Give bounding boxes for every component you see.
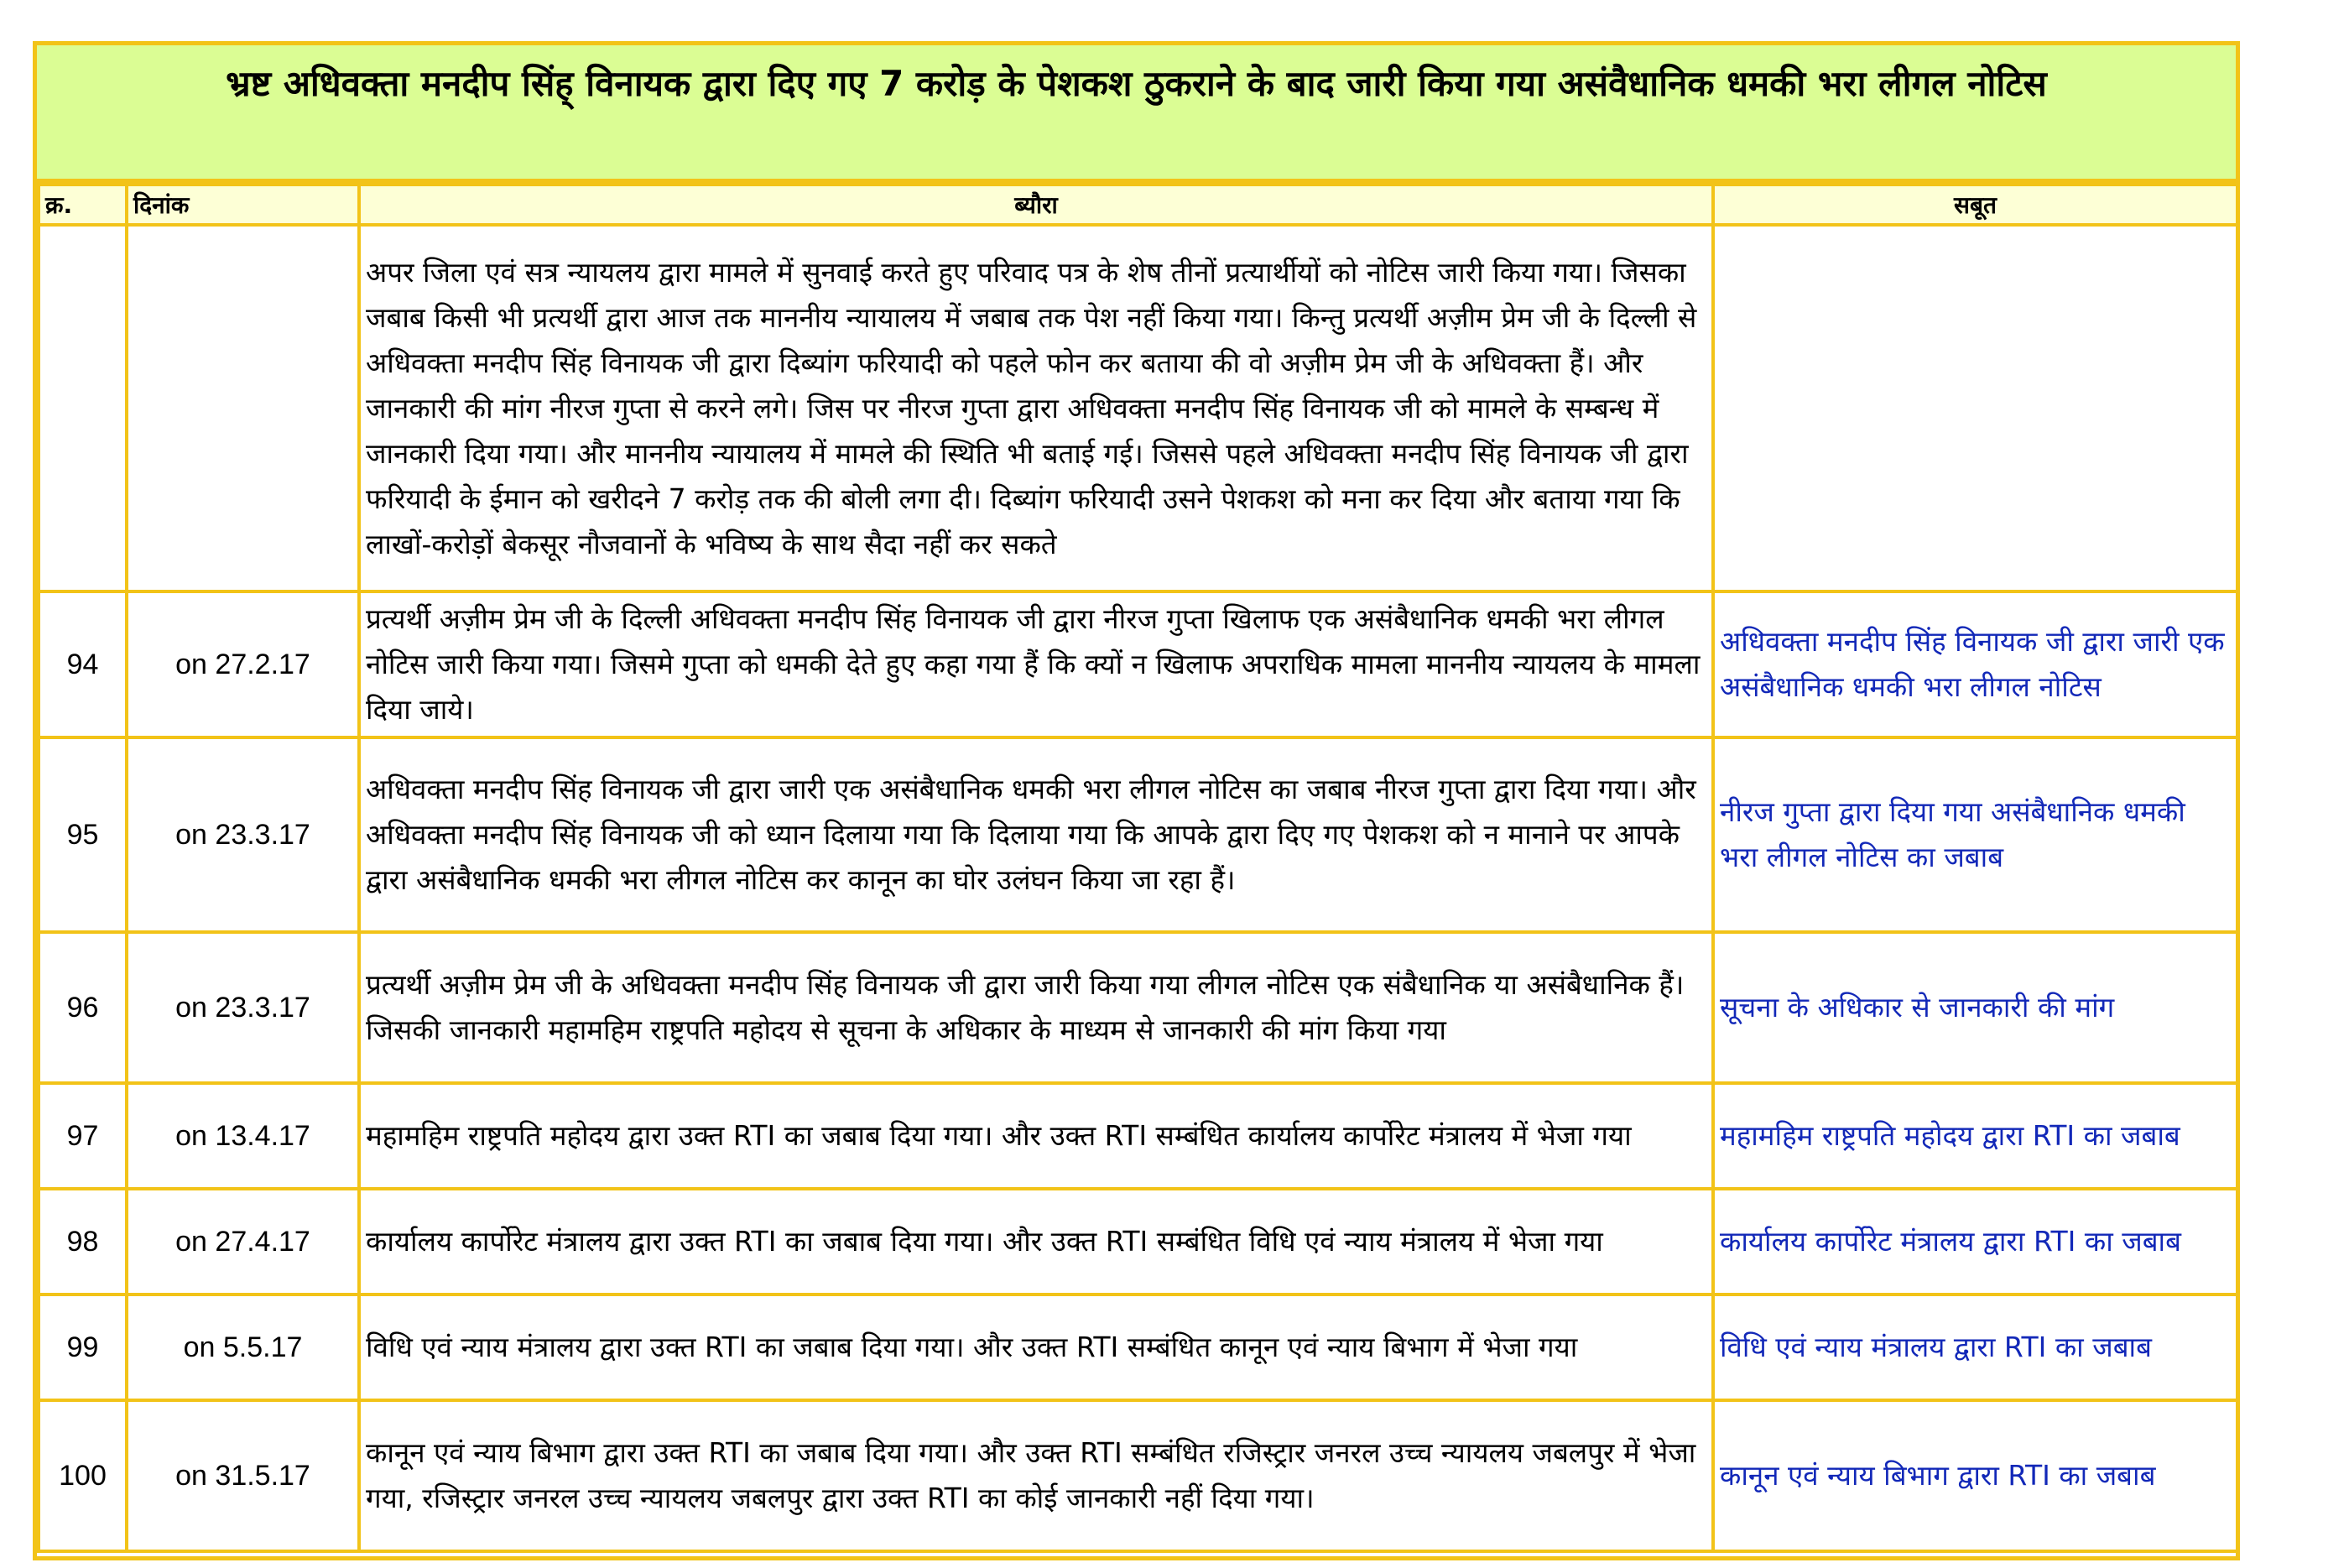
table-row [39, 225, 2237, 591]
row-evidence-link[interactable]: विधि एवं न्याय मंत्रालय द्वारा RTI का जबाब [1713, 1295, 2237, 1400]
document-frame [33, 41, 2240, 1560]
row-details: विधि एवं न्याय मंत्रालय द्वारा उक्त RTI का जबाब दिया गया। और उक्त RTI सम्बंधित कानून एवं न्याय बिभाग में भेजा गया [359, 1295, 1713, 1400]
row-date: on 27.4.17 [127, 1189, 359, 1295]
row-date: on 13.4.17 [127, 1083, 359, 1189]
row-serial: 98 [39, 1189, 127, 1295]
table-row [39, 932, 2237, 1083]
row-evidence [1713, 225, 2237, 591]
row-evidence-link[interactable]: अधिवक्ता मनदीप सिंह विनायक जी द्वारा जारी एक असंबैधानिक धमकी भरा लीगल नोटिस [1713, 591, 2237, 737]
row-evidence-link[interactable]: कानून एवं न्याय बिभाग द्वारा RTI का जबाब [1713, 1400, 2237, 1551]
header-serial: क्र. [39, 185, 127, 225]
row-serial: 100 [39, 1400, 127, 1551]
header-evidence: सबूत [1713, 185, 2237, 225]
table-row [39, 1295, 2237, 1400]
row-date: on 23.3.17 [127, 737, 359, 932]
table-row [39, 591, 2237, 737]
header-date: दिनांक [127, 185, 359, 225]
row-details: कानून एवं न्याय बिभाग द्वारा उक्त RTI का जबाब दिया गया। और उक्त RTI सम्बंधित रजिस्ट्रार जनरल उच्च न्यायलय जबलपुर में भेजा गया, रजिस्ट्रार जनरल उच्च न्यायलय जबलपुर द्वारा उक्त RTI का कोई जानकारी नहीं दिया गया। [359, 1400, 1713, 1551]
row-serial: 95 [39, 737, 127, 932]
row-details: महामहिम राष्ट्रपति महोदय द्वारा उक्त RTI का जबाब दिया गया। और उक्त RTI सम्बंधित कार्यालय कार्पोरेट मंत्रालय में भेजा गया [359, 1083, 1713, 1189]
row-serial: 96 [39, 932, 127, 1083]
records-table [37, 183, 2239, 1553]
row-serial: 94 [39, 591, 127, 737]
row-details: प्रत्यर्थी अज़ीम प्रेम जी के दिल्ली अधिवक्ता मनदीप सिंह विनायक जी द्वारा नीरज गुप्ता खिलाफ एक असंबैधानिक धमकी भरा लीगल नोटिस जारी किया गया। जिसमे गुप्ता को धमकी देते हुए कहा गया हैं कि क्यों न खिलाफ अपराधिक मामला माननीय न्यायलय के मामला दिया जाये। [359, 591, 1713, 737]
page-title: भ्रष्ट अधिवक्ता मनदीप सिंह् विनायक द्वारा दिए गए 7 करोड़ के पेशकश ठुकराने के बाद जारी किया गया असंवैधानिक धमकी भरा लीगल नोटिस [37, 45, 2236, 183]
row-date: on 5.5.17 [127, 1295, 359, 1400]
table-header-row [39, 185, 2237, 225]
row-serial [39, 225, 127, 591]
table-row [39, 1400, 2237, 1551]
row-evidence-link[interactable]: सूचना के अधिकार से जानकारी की मांग [1713, 932, 2237, 1083]
row-evidence-link[interactable]: महामहिम राष्ट्रपति महोदय द्वारा RTI का जबाब [1713, 1083, 2237, 1189]
table-row [39, 1083, 2237, 1189]
row-date: on 23.3.17 [127, 932, 359, 1083]
row-serial: 99 [39, 1295, 127, 1400]
row-serial: 97 [39, 1083, 127, 1189]
header-details: ब्यौरा [359, 185, 1713, 225]
row-date: on 27.2.17 [127, 591, 359, 737]
row-details: कार्यालय कार्पोरेट मंत्रालय द्वारा उक्त RTI का जबाब दिया गया। और उक्त RTI सम्बंधित विधि एवं न्याय मंत्रालय में भेजा गया [359, 1189, 1713, 1295]
row-evidence-link[interactable]: कार्यालय कार्पोरेट मंत्रालय द्वारा RTI का जबाब [1713, 1189, 2237, 1295]
table-row [39, 1189, 2237, 1295]
row-evidence-link[interactable]: नीरज गुप्ता द्वारा दिया गया असंबैधानिक धमकी भरा लीगल नोटिस का जबाब [1713, 737, 2237, 932]
row-date: on 31.5.17 [127, 1400, 359, 1551]
row-details: अपर जिला एवं सत्र न्यायलय द्वारा मामले में सुनवाई करते हुए परिवाद पत्र के शेष तीनों प्रत्यार्थीयों को नोटिस जारी किया गया। जिसका जबाब किसी भी प्रत्यर्थी द्वारा आज तक माननीय न्यायालय में जबाब तक पेश नहीं किया गया। किन्तु प्रत्यर्थी अज़ीम प्रेम जी के दिल्ली से अधिवक्ता मनदीप सिंह विनायक जी द्वारा दिब्यांग फरियादी को पहले फोन कर बताया की वो अज़ीम प्रेम जी के अधिवक्ता हैं। और जानकारी की मांग नीरज गुप्ता से करने लगे। जिस पर नीरज गुप्ता द्वारा अधिवक्ता मनदीप सिंह विनायक जी को मामले के सम्बन्ध में जानकारी दिया गया। और माननीय न्यायालय में मामले की स्थिति भी बताई गई। जिससे पहले अधिवक्ता मनदीप सिंह विनायक जी द्वारा फरियादी के ईमान को खरीदने 7 करोड़ तक की बोली लगा दी। दिब्यांग फरियादी उसने पेशकश को मना कर दिया और बताया गया कि लाखों-करोड़ों बेकसूर नौजवानों के भविष्य के साथ सैदा नहीं कर सकते [359, 225, 1713, 591]
row-details: प्रत्यर्थी अज़ीम प्रेम जी के अधिवक्ता मनदीप सिंह विनायक जी द्वारा जारी किया गया लीगल नोटिस एक संबैधानिक या असंबैधानिक हैं। जिसकी जानकारी महामहिम राष्ट्रपति महोदय से सूचना के अधिकार के माध्यम से जानकारी की मांग किया गया [359, 932, 1713, 1083]
table-row [39, 737, 2237, 932]
row-details: अधिवक्ता मनदीप सिंह विनायक जी द्वारा जारी एक असंबैधानिक धमकी भरा लीगल नोटिस का जबाब नीरज गुप्ता द्वारा दिया गया। और अधिवक्ता मनदीप सिंह विनायक जी को ध्यान दिलाया गया कि दिलाया गया कि आपके द्वारा दिए गए पेशकश को न मानाने पर आपके द्वारा असंबैधानिक धमकी भरा लीगल नोटिस कर कानून का घोर उलंघन किया जा रहा हैं। [359, 737, 1713, 932]
row-date [127, 225, 359, 591]
